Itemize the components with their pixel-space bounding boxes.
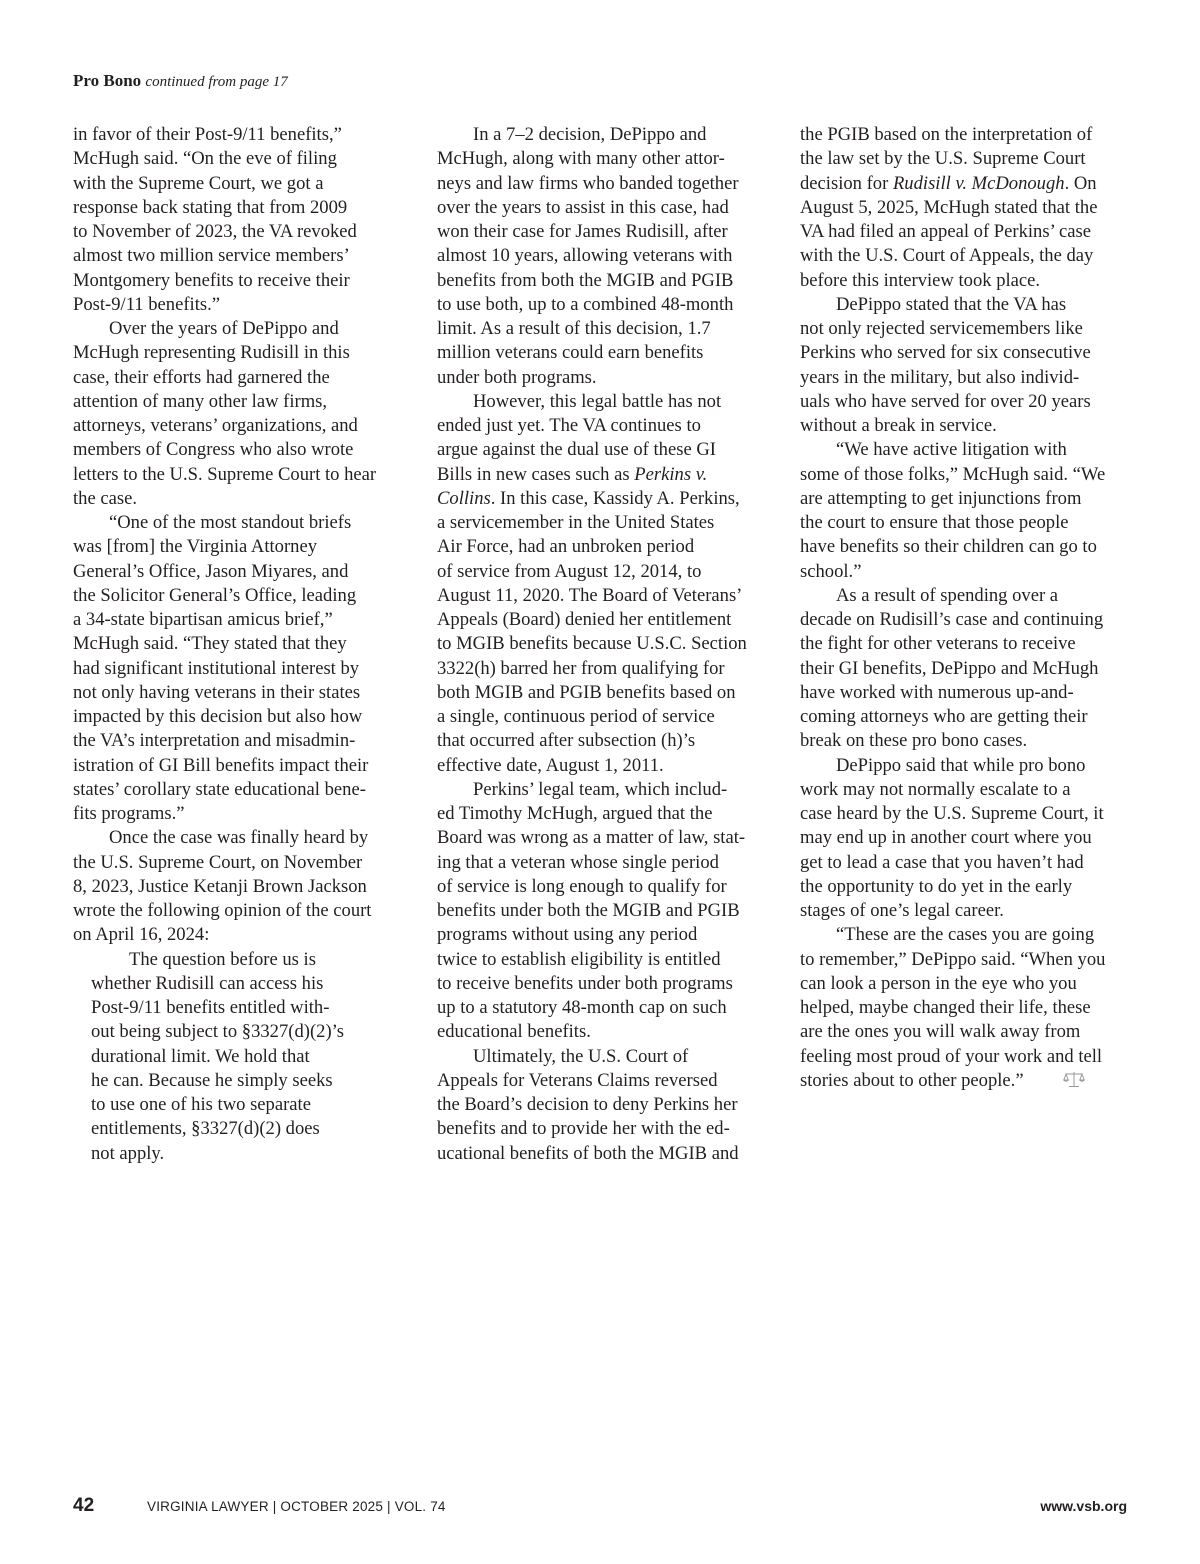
page-footer [0,1494,1200,1518]
paragraph: Once the case was finally heard by the U.S. Supreme Court, on November 8, 2023, Justice Ketanji Brown Jackson wrote the following opinion of the court on April 16, 2024: [73,827,372,946]
paragraph-text: However, this legal battle has not ended just yet. The VA continues to argue against the dual use of these GI Bills in new cases such as [437,390,722,485]
paragraph: “One of the most standout briefs was [from] the Virginia Attorney General’s Office, Jason Miyares, and the Solicitor General’s Office, leading a 34-state bipartisan amicus brief,” McHugh said. “They stated that they had significant institutional interest by not only having veterans in their states impacted by this decision but also how the VA’s interpretation and misadmin- istration of GI Bill benefits impact their states’ corollary state educational bene- fits programs.” [73,512,369,824]
paragraph: DePippo said that while pro bono work may not normally escalate to a case heard by the U.S. Supreme Court, it may end up in another court where you get to lead a case that you haven’t had the opportunity to do yet in the early stages of one’s legal career. [800,754,1104,921]
paragraph-text: “These are the cases you are going to remember,” DePippo said. “When you can look a person in the eye who you helped, maybe changed their life, these are the ones you will walk away from feeling most proud of your work and tell stories about to other people.” [800,924,1106,1091]
website-url: www.vsb.org [1040,1498,1127,1514]
paragraph [437,390,769,778]
article-column-2 [437,123,769,1166]
paragraph-text: . In this case, Kassidy A. Perkins, a servicemember in the United States Air Force, had an unbroken period of service from August 12, 2014, to August 11, 2020. The Board of Veterans’ Appeals (Board) denied her entitlement to MGIB benefits because U.S.C. Section 3322(h) barred her from qualifying for both MGIB and PGIB benefits based on a single, continuous period of service that occurred after subsection (h)’s effective date, August 1, 2011. [437,487,747,776]
case-name: Rudisill v. McDonough [892,172,1065,194]
paragraph: in favor of their Post-9/11 benefits,” McHugh said. “On the eve of filing with the Supreme Court, we got a response back stating that from 2009 to November of 2023, the VA revoked almost two million service members’ Montgomery benefits to receive their Post-9/11 benefits.” [73,124,357,315]
paragraph-text: the PGIB based on the interpretation of the law set by the U.S. Supreme Court decision for [800,124,1093,194]
article-column-1 [73,123,405,1166]
section-title: Pro Bono [73,71,142,90]
case-name: Perkins v. Collins [437,463,708,509]
running-head [73,70,288,93]
paragraph: In a 7–2 decision, DePippo and McHugh, along with many other attor- neys and law firms who banded together over the years to assist in this case, had won their case for James Rudisill, after almost 10 years, allowing veterans with benefits from both the MGIB and PGIB to use both, up to a combined 48-month limit. As a result of this decision, 1.7 million veterans could earn benefits under both programs. [437,124,739,388]
paragraph [800,923,1132,1093]
paragraph: As a result of spending over a decade on Rudisill’s case and continuing the fight for other veterans to receive their GI benefits, DePippo and McHugh have worked with numerous up-and- coming attorneys who are getting their break on these pro bono cases. [800,584,1104,752]
publication-info: VIRGINIA LAWYER | OCTOBER 2025 | VOL. 74 [147,1499,446,1514]
paragraph: Ultimately, the U.S. Court of Appeals for Veterans Claims reversed the Board’s decision to deny Perkins her benefits and to provide her with the ed- ucational benefits of both the MGIB and [437,1045,739,1164]
paragraph: “We have active litigation with some of those folks,” McHugh said. “We are attempting to get injunctions from the court to ensure that those people have benefits so their children can go to school.” [800,439,1106,582]
paragraph: DePippo stated that the VA has not only rejected servicemembers like Perkins who served for six consecutive years in the military, but also individ- uals who have served for over 20 years without a break in service. [800,293,1091,436]
paragraph: Perkins’ legal team, which includ- ed Timothy McHugh, argued that the Board was wrong as a matter of law, stat- ing that a veteran whose single period of service is long enough to qualify for benefits under both the MGIB and PGIB programs without using any period twice to establish eligibility is entitled to receive benefits under both programs up to a statutory 48-month cap on such educational benefits. [437,778,746,1043]
article-column-3 [800,123,1132,1093]
paragraph [800,123,1132,293]
scales-of-justice-icon [1027,1071,1049,1088]
continued-note: continued from page 17 [145,74,288,90]
page-number: 42 [73,1495,95,1516]
court-opinion-quote: The question before us is whether Rudisill can access his Post-9/11 benefits entitled with- out being subject to §3327(d)(2)’s durational limit. We hold that he can. Because he simply seeks to use one of his two separate entitlements, §3327(d)(2) does not apply. [91,948,345,1164]
paragraph-text: . On August 5, 2025, McHugh stated that the VA had filed an appeal of Perkins’ case with the U.S. Court of Appeals, the day before this interview took place. [800,172,1098,291]
paragraph: Over the years of DePippo and McHugh representing Rudisill in this case, their efforts had garnered the attention of many other law firms, attorneys, veterans’ organizations, and members of Congress who also wrote letters to the U.S. Supreme Court to hear the case. [73,318,377,509]
